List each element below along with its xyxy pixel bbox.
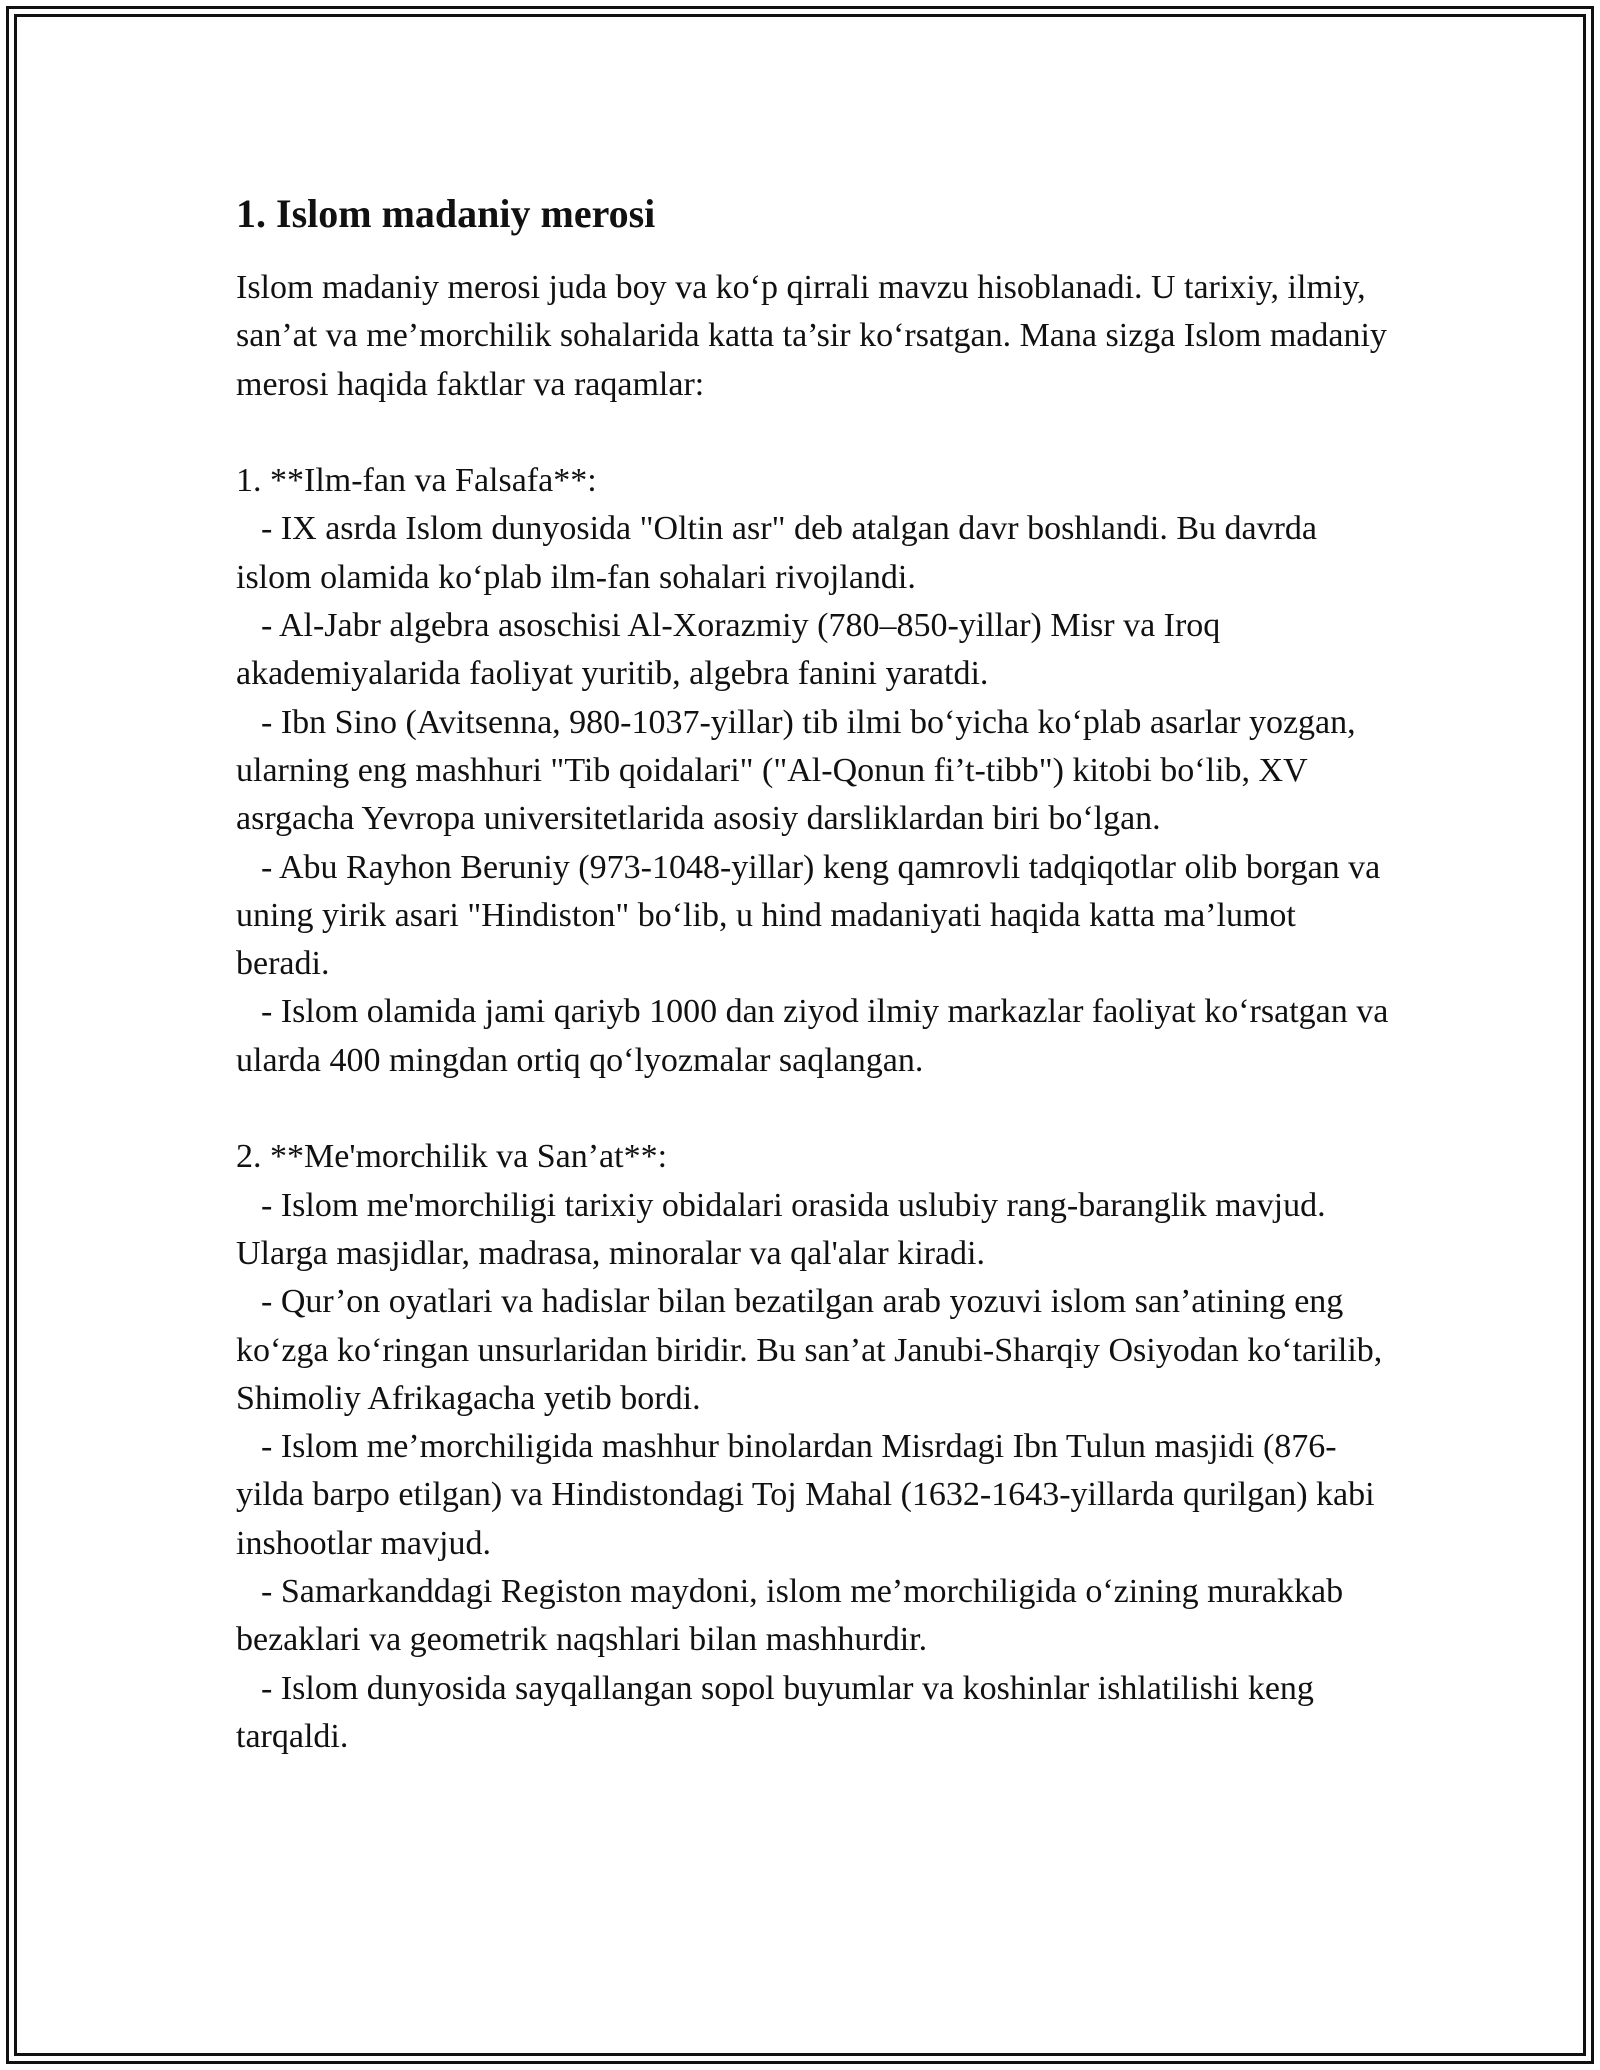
- document-body: [236, 186, 1396, 1761]
- section-science: [236, 457, 1396, 1085]
- spacer: [236, 409, 1396, 457]
- list-item: - Abu Rayhon Beruniy (973-1048-yillar) keng qamrovli tadqiqotlar olib borgan va uning yirik asari "Hindiston" boʻlib, u hind madaniyati haqida katta ma’lumot beradi.: [236, 848, 1381, 983]
- list-item: - Ibn Sino (Avitsenna, 980-1037-yillar) tib ilmi boʻyicha koʻplab asarlar yozgan, ularning eng mashhuri "Tib qoidalari" ("Al-Qonun fi’t-tibb") kitobi boʻlib, XV asrgacha Yevropa universitetlarida asosiy darsliklardan biri boʻlgan.: [236, 703, 1356, 838]
- section-heading: 1. **Ilm-fan va Falsafa**:: [236, 462, 597, 500]
- list-item: - Islom me’morchiligida mashhur binolardan Misrdagi Ibn Tulun masjidi (876-yilda barpo etilgan) va Hindistondagi Toj Mahal (1632-1643-yillarda qurilgan) kabi inshootlar mavjud.: [236, 1428, 1375, 1562]
- section-heading: 2. **Me'morchilik va San’at**:: [236, 1138, 668, 1176]
- list-item: - Al-Jabr algebra asoschisi Al-Xorazmiy (780–850-yillar) Misr va Iroq akademiyalarida faoliyat yuritib, algebra fanini yaratdi.: [236, 607, 1221, 693]
- list-item: - Samarkanddagi Registon maydoni, islom me’morchiligida oʻzining murakkab bezaklari va geometrik naqshlari bilan mashhurdir.: [236, 1573, 1344, 1659]
- list-item: - IX asrda Islom dunyosida "Oltin asr" deb atalgan davr boshlandi. Bu davrda islom olamida koʻplab ilm-fan sohalari rivojlandi.: [236, 510, 1318, 596]
- section-architecture: [236, 1133, 1396, 1761]
- list-item: - Qur’on oyatlari va hadislar bilan bezatilgan arab yozuvi islom san’atining eng koʻzga koʻringan unsurlaridan biridir. Bu san’at Janubi-Sharqiy Osiyodan koʻtarilib, Shimoliy Afrikagacha yetib bordi.: [236, 1283, 1383, 1417]
- document-title: 1. Islom madaniy merosi: [236, 191, 656, 236]
- list-item: - Islom olamida jami qariyb 1000 dan ziyod ilmiy markazlar faoliyat koʻrsatgan va ularda 400 mingdan ortiq qoʻlyozmalar saqlangan.: [236, 993, 1389, 1079]
- list-item: - Islom me'morchiligi tarixiy obidalari orasida uslubiy rang-baranglik mavjud. Ularga masjidlar, madrasa, minoralar va qal'alar kiradi.: [236, 1186, 1326, 1272]
- spacer: [236, 1085, 1396, 1133]
- intro-paragraph: Islom madaniy merosi juda boy va koʻp qirrali mavzu hisoblanadi. U tarixiy, ilmiy, san’at va me’morchilik sohalarida katta ta’sir koʻrsatgan. Mana sizga Islom madaniy merosi haqida faktlar va raqamlar:: [236, 269, 1387, 403]
- list-item: - Islom dunyosida sayqallangan sopol buyumlar va koshinlar ishlatilishi keng tarqaldi.: [236, 1669, 1314, 1755]
